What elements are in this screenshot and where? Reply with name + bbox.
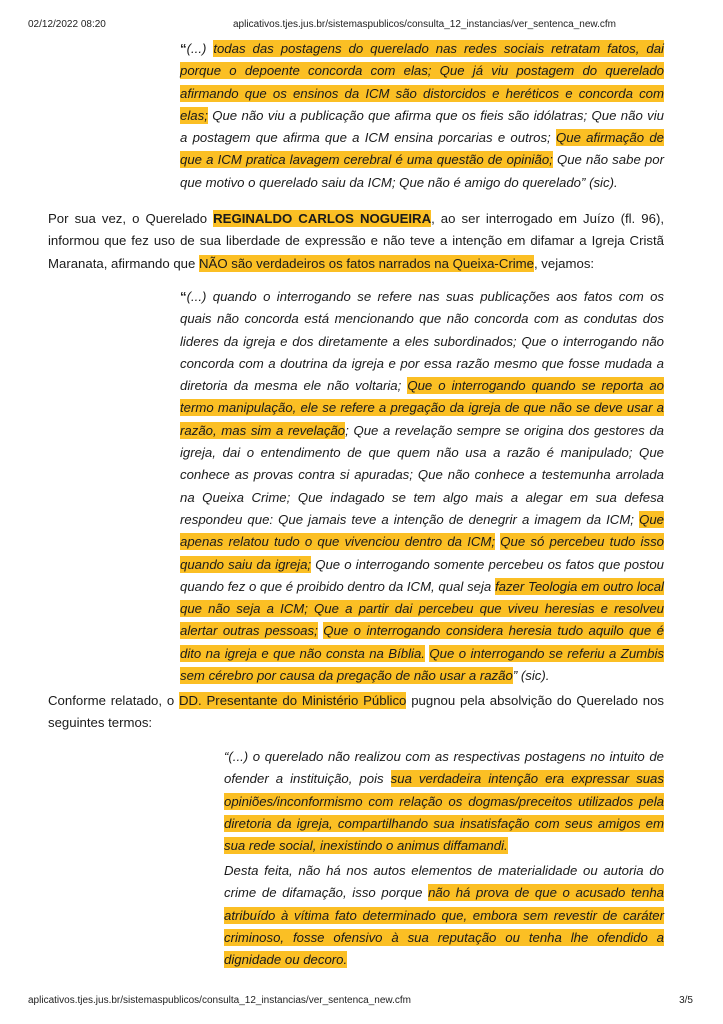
witness-testimony-quote — [180, 38, 664, 194]
prosecutor-paragraph — [48, 690, 664, 735]
quote-text: Que o interrogando somente percebeu os fatos que postou quando fez o que é proibido dentro da ICM, qual seja — [180, 556, 664, 594]
highlighted-text: não há prova de que o acusado tenha atribuído à vítima fato determinado que, embora sem revestir de caráter criminoso, fosse ofensivo à sua reputação ou tenha lhe ofendido a dignidade ou decoro. — [224, 885, 664, 968]
highlighted-text: Que o interrogando se referiu a Zumbis sem cérebro por causa da pregação de não usar a razão — [180, 645, 665, 684]
paragraph-text: Por sua vez, o Querelado — [48, 211, 214, 226]
defendant-name: REGINALDO CARLOS NOGUEIRA — [213, 211, 432, 226]
highlighted-text: Que apenas relatou tudo o que vivenciou dentro da ICM; — [180, 511, 664, 550]
paragraph-text: Conforme relatado, o — [48, 693, 179, 708]
highlighted-text: DD. Presentante do Ministério Público — [178, 693, 407, 708]
print-datetime: 02/12/2022 08:20 — [28, 19, 106, 30]
defendant-interrogation-paragraph — [48, 208, 664, 275]
highlighted-text: Que só percebeu tudo isso quando saiu da igreja; — [180, 534, 664, 572]
paragraph-text: , vejamos: — [533, 255, 595, 271]
quote-text: “(...) o querelado não realizou com as respectivas postagens no intuito de ofender a instituição, pois — [224, 749, 664, 787]
quote-text: Que não sabe por que motivo o querelado saiu da ICM; Que não é amigo do querelado” (sic). — [180, 152, 664, 190]
quote-text: (...) — [186, 41, 214, 56]
quote-text: Desta feita, não há nos autos elementos de materialidade ou autoria do crime de difamação, isso porque — [224, 863, 664, 901]
prosecutor-opinion-quote — [224, 746, 664, 857]
footer-url: aplicativos.tjes.jus.br/sistemaspublicos/consulta_12_instancias/ver_sentenca_new.cfm — [28, 995, 411, 1006]
page-number: 3/5 — [679, 995, 693, 1006]
quote-text: ” (sic). — [512, 668, 550, 684]
paragraph-text: , ao ser interrogado em Juízo (fl. 96), informou que fez uso de sua liberdade de expressão e não teve a intenção em difamar a Igreja Cristã Maranata, afirmando que — [48, 211, 664, 271]
highlighted-text: sua verdadeira intenção era expressar suas opiniões/inconformismo com relação os dogmas/preceitos utilizados pela diretoria da igreja, compartilhando sua insatisfação com seus amigos em sua rede social, inexistindo o animus diffamandi. — [224, 771, 664, 854]
highlighted-text: Que afirmação de que a ICM pratica lavagem cerebral é uma questão de opinião; — [180, 130, 664, 168]
highlighted-text: NÃO são verdadeiros os fatos narrados na Queixa-Crime — [199, 255, 534, 271]
header-url: aplicativos.tjes.jus.br/sistemaspublicos/consulta_12_instancias/ver_sentenca_new.cfm — [233, 19, 616, 30]
highlighted-text: todas das postagens do querelado nas redes sociais retratam fatos, dai porque o depoente concorda com elas; Que já viu postagem do querelado afirmando que os ensinos da ICM são distorcidos e heréticos e concorda com elas; — [180, 41, 664, 123]
quote-text: ; Que a revelação sempre se origina dos gestores da igreja, dai o entendimento de que quem não usa a razão é manipulado; Que conhece as provas contra si apuradas; Que não conhece a testemunha arrolada na Queixa Crime; Que indagado se tem algo mais a alegar em sua defesa respondeu que: Que jamais teve a intenção de denegrir a imagem da ICM; — [180, 422, 664, 527]
defendant-testimony-quote — [180, 286, 664, 687]
highlighted-text: Que o interrogando quando se reporta ao termo manipulação, ele se refere a pregação da igreja de que não se deve usar a razão, mas sim a revelação — [180, 378, 664, 438]
prosecutor-conclusion-quote — [224, 860, 664, 971]
highlighted-text: fazer Teologia em outro local que não seja a ICM; Que a partir dai percebeu que viveu heresias e resolveu alertar outras pessoas; — [180, 578, 664, 639]
paragraph-text: pugnou pela absolvição do Querelado nos seguintes termos: — [48, 693, 664, 731]
opening-quote-mark: “ — [180, 41, 187, 56]
highlighted-text: Que o interrogando considera heresia tudo aquilo que é dito na igreja e que não consta na Bíblia. — [180, 623, 664, 661]
quote-text: (...) quando o interrogando se refere nas suas publicações aos fatos com os quais não concorda está mencionando que não concorda com as condutas dos lideres da igreja e dos diretamente a eles subordinados; Que o interrogando não concorda com a doutrina da igreja e por essa razão mesmo que fosse mudada a diretoria da mesma ele não voltaria; — [180, 289, 664, 394]
opening-quote-mark: “ — [180, 289, 187, 304]
quote-text: Que não viu a publicação que afirma que os fieis são idólatras; Que não viu a postagem que afirma que a ICM ensina porcarias e outros; — [180, 107, 664, 146]
